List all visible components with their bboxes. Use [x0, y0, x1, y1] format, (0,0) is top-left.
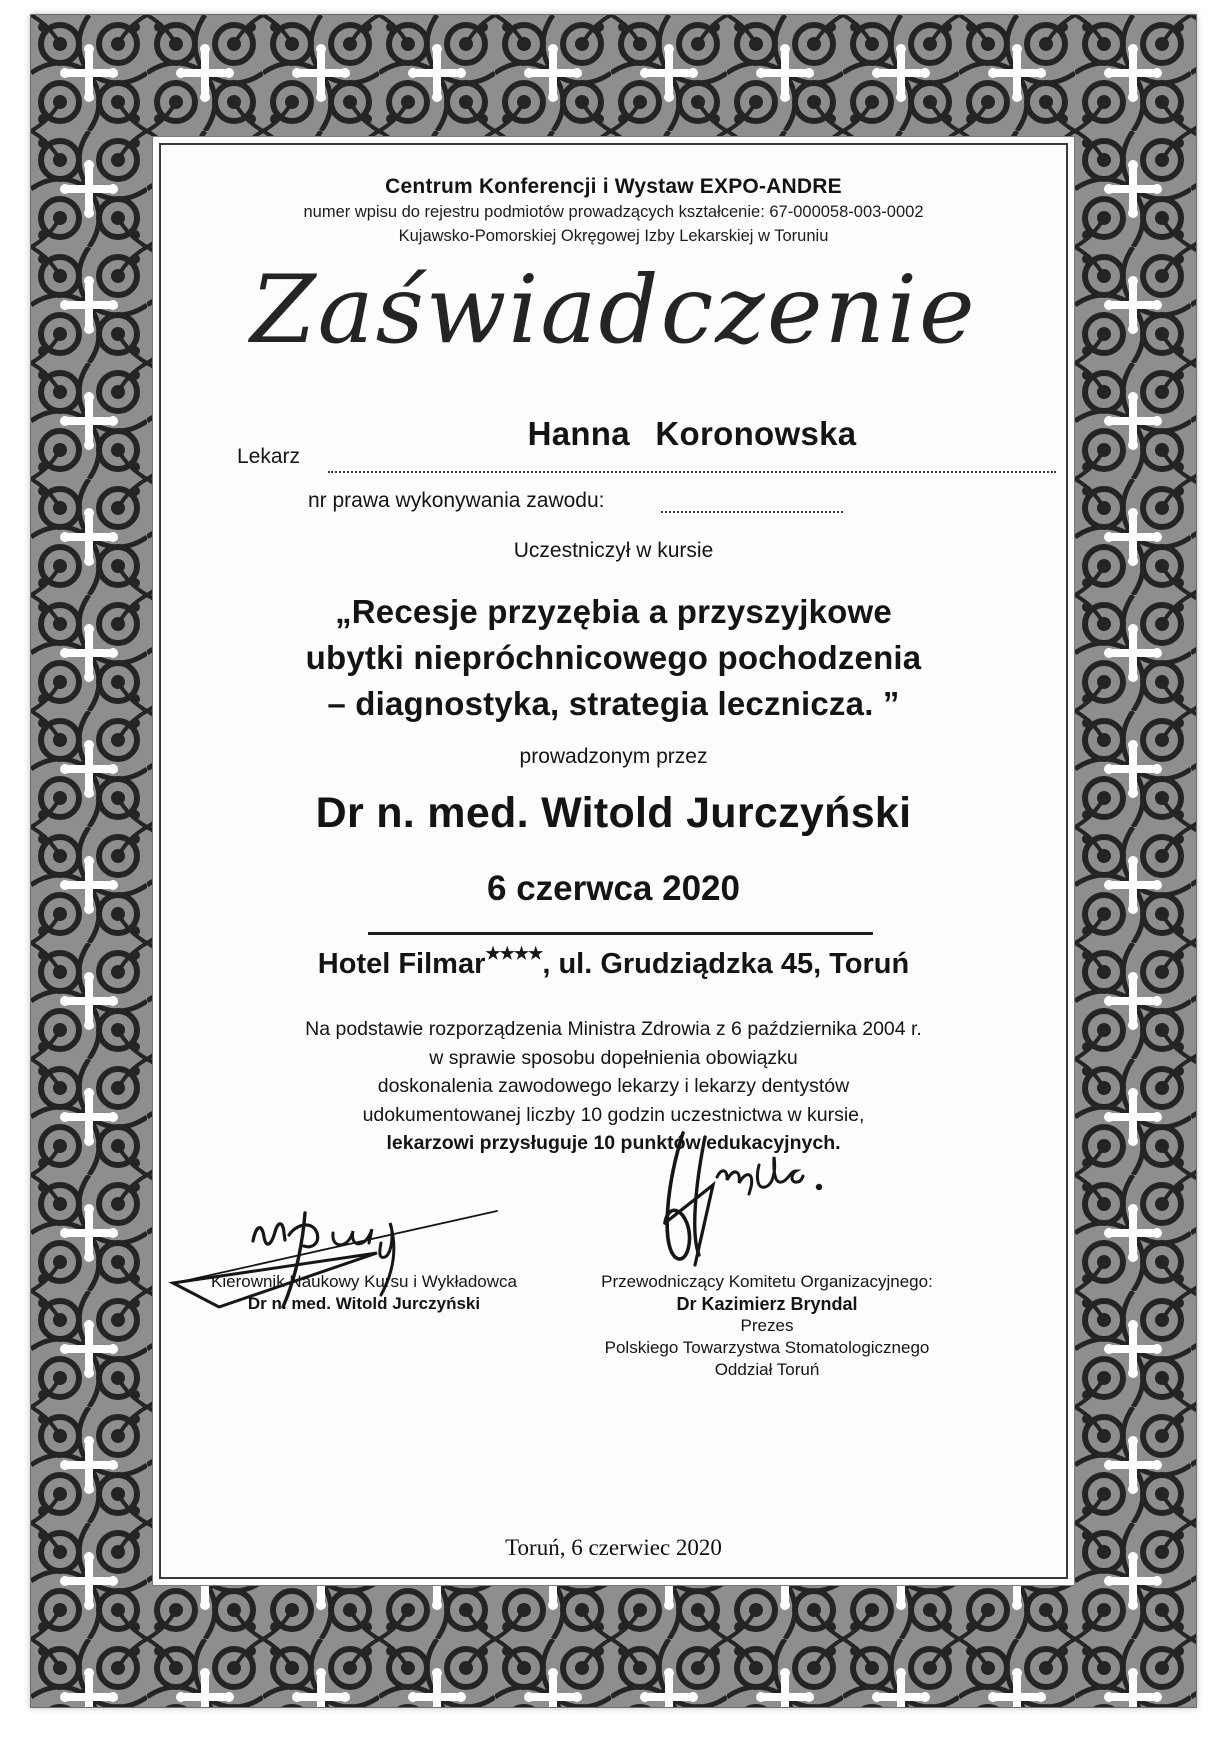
legal-line1: Na podstawie rozporządzenia Ministra Zdrowia z 6 października 2004 r. — [305, 1018, 922, 1040]
hotel-stars: ★★★★ — [485, 944, 543, 963]
doctor-name: Hanna Koronowska — [527, 415, 857, 452]
issuer-registry-number: numer wpisu do rejestru podmiotów prowadzących kształcenie: 67-000058-003-0002 — [303, 203, 924, 221]
course-title-line1: „Recesje przyzębia a przyszyjkowe — [335, 593, 892, 630]
left-signatory-name: Dr n. med. Witold Jurczyński — [247, 1294, 481, 1313]
right-signatory-name: Dr Kazimierz Bryndal — [676, 1294, 858, 1314]
left-signatory-role: Kierownik Naukowy Kursu i Wykładowca — [211, 1272, 517, 1291]
right-signatory-role: Przewodniczący Komitetu Organizacyjnego: — [601, 1272, 933, 1291]
certificate-title: Zaświadczenie — [250, 256, 977, 365]
license-number-dotted-line — [661, 483, 843, 513]
right-signatory-org: Polskiego Towarzystwa Stomatologicznego — [604, 1338, 930, 1357]
course-title-line2: ubytki niepróchnicowego pochodzenia — [305, 639, 922, 676]
course-title-line3: – diagnostyka, strategia lecznicza. ” — [327, 685, 900, 722]
issuer-name: Centrum Konferencji i Wystaw EXPO-ANDRE — [385, 175, 842, 198]
legal-line3: doskonalenia zawodowego lekarzy i lekarzy dentystów — [377, 1075, 850, 1097]
led-by-label: prowadzonym przez — [519, 745, 708, 768]
license-number-label: nr prawa wykonywania zawodu: — [308, 489, 605, 512]
kazimierz-bryndal-signature — [621, 1125, 836, 1290]
course-date: 6 czerwca 2020 — [487, 869, 740, 908]
legal-line4: udokumentowanej liczby 10 godzin uczestnictwa w kursie, — [362, 1103, 865, 1126]
issuer-chamber: Kujawsko-Pomorskiej Okręgowej Izby Lekarskiej w Toruniu — [398, 227, 829, 245]
certificate-inner-panel — [152, 136, 1075, 1586]
right-signatory-title: Prezes — [740, 1316, 794, 1335]
doctor-label: Lekarz — [237, 445, 301, 468]
legal-line2: w sprawie sposobu dopełnienia obowiązku — [429, 1046, 798, 1069]
right-signatory-block — [541, 1271, 993, 1381]
legal-basis-paragraph — [153, 1015, 1074, 1158]
venue-name: Hotel Filmar — [317, 948, 486, 980]
venue-address: , ul. Grudziądzka 45, Toruń — [542, 948, 910, 980]
venue-line — [153, 944, 1074, 981]
course-title — [153, 589, 1074, 727]
doctor-name-dotted-line — [328, 415, 1056, 473]
participation-statement: Uczestniczył w kursie — [513, 539, 714, 562]
certificate — [30, 14, 1197, 1708]
lecturer-name: Dr n. med. Witold Jurczyński — [315, 789, 912, 837]
legal-line5-points: lekarzowi przysługuje 10 punktów edukacyjnych. — [386, 1132, 841, 1154]
place-and-date: Toruń, 6 czerwiec 2020 — [505, 1535, 722, 1560]
divider-rule — [368, 932, 873, 935]
right-signatory-branch: Oddział Toruń — [714, 1360, 820, 1379]
